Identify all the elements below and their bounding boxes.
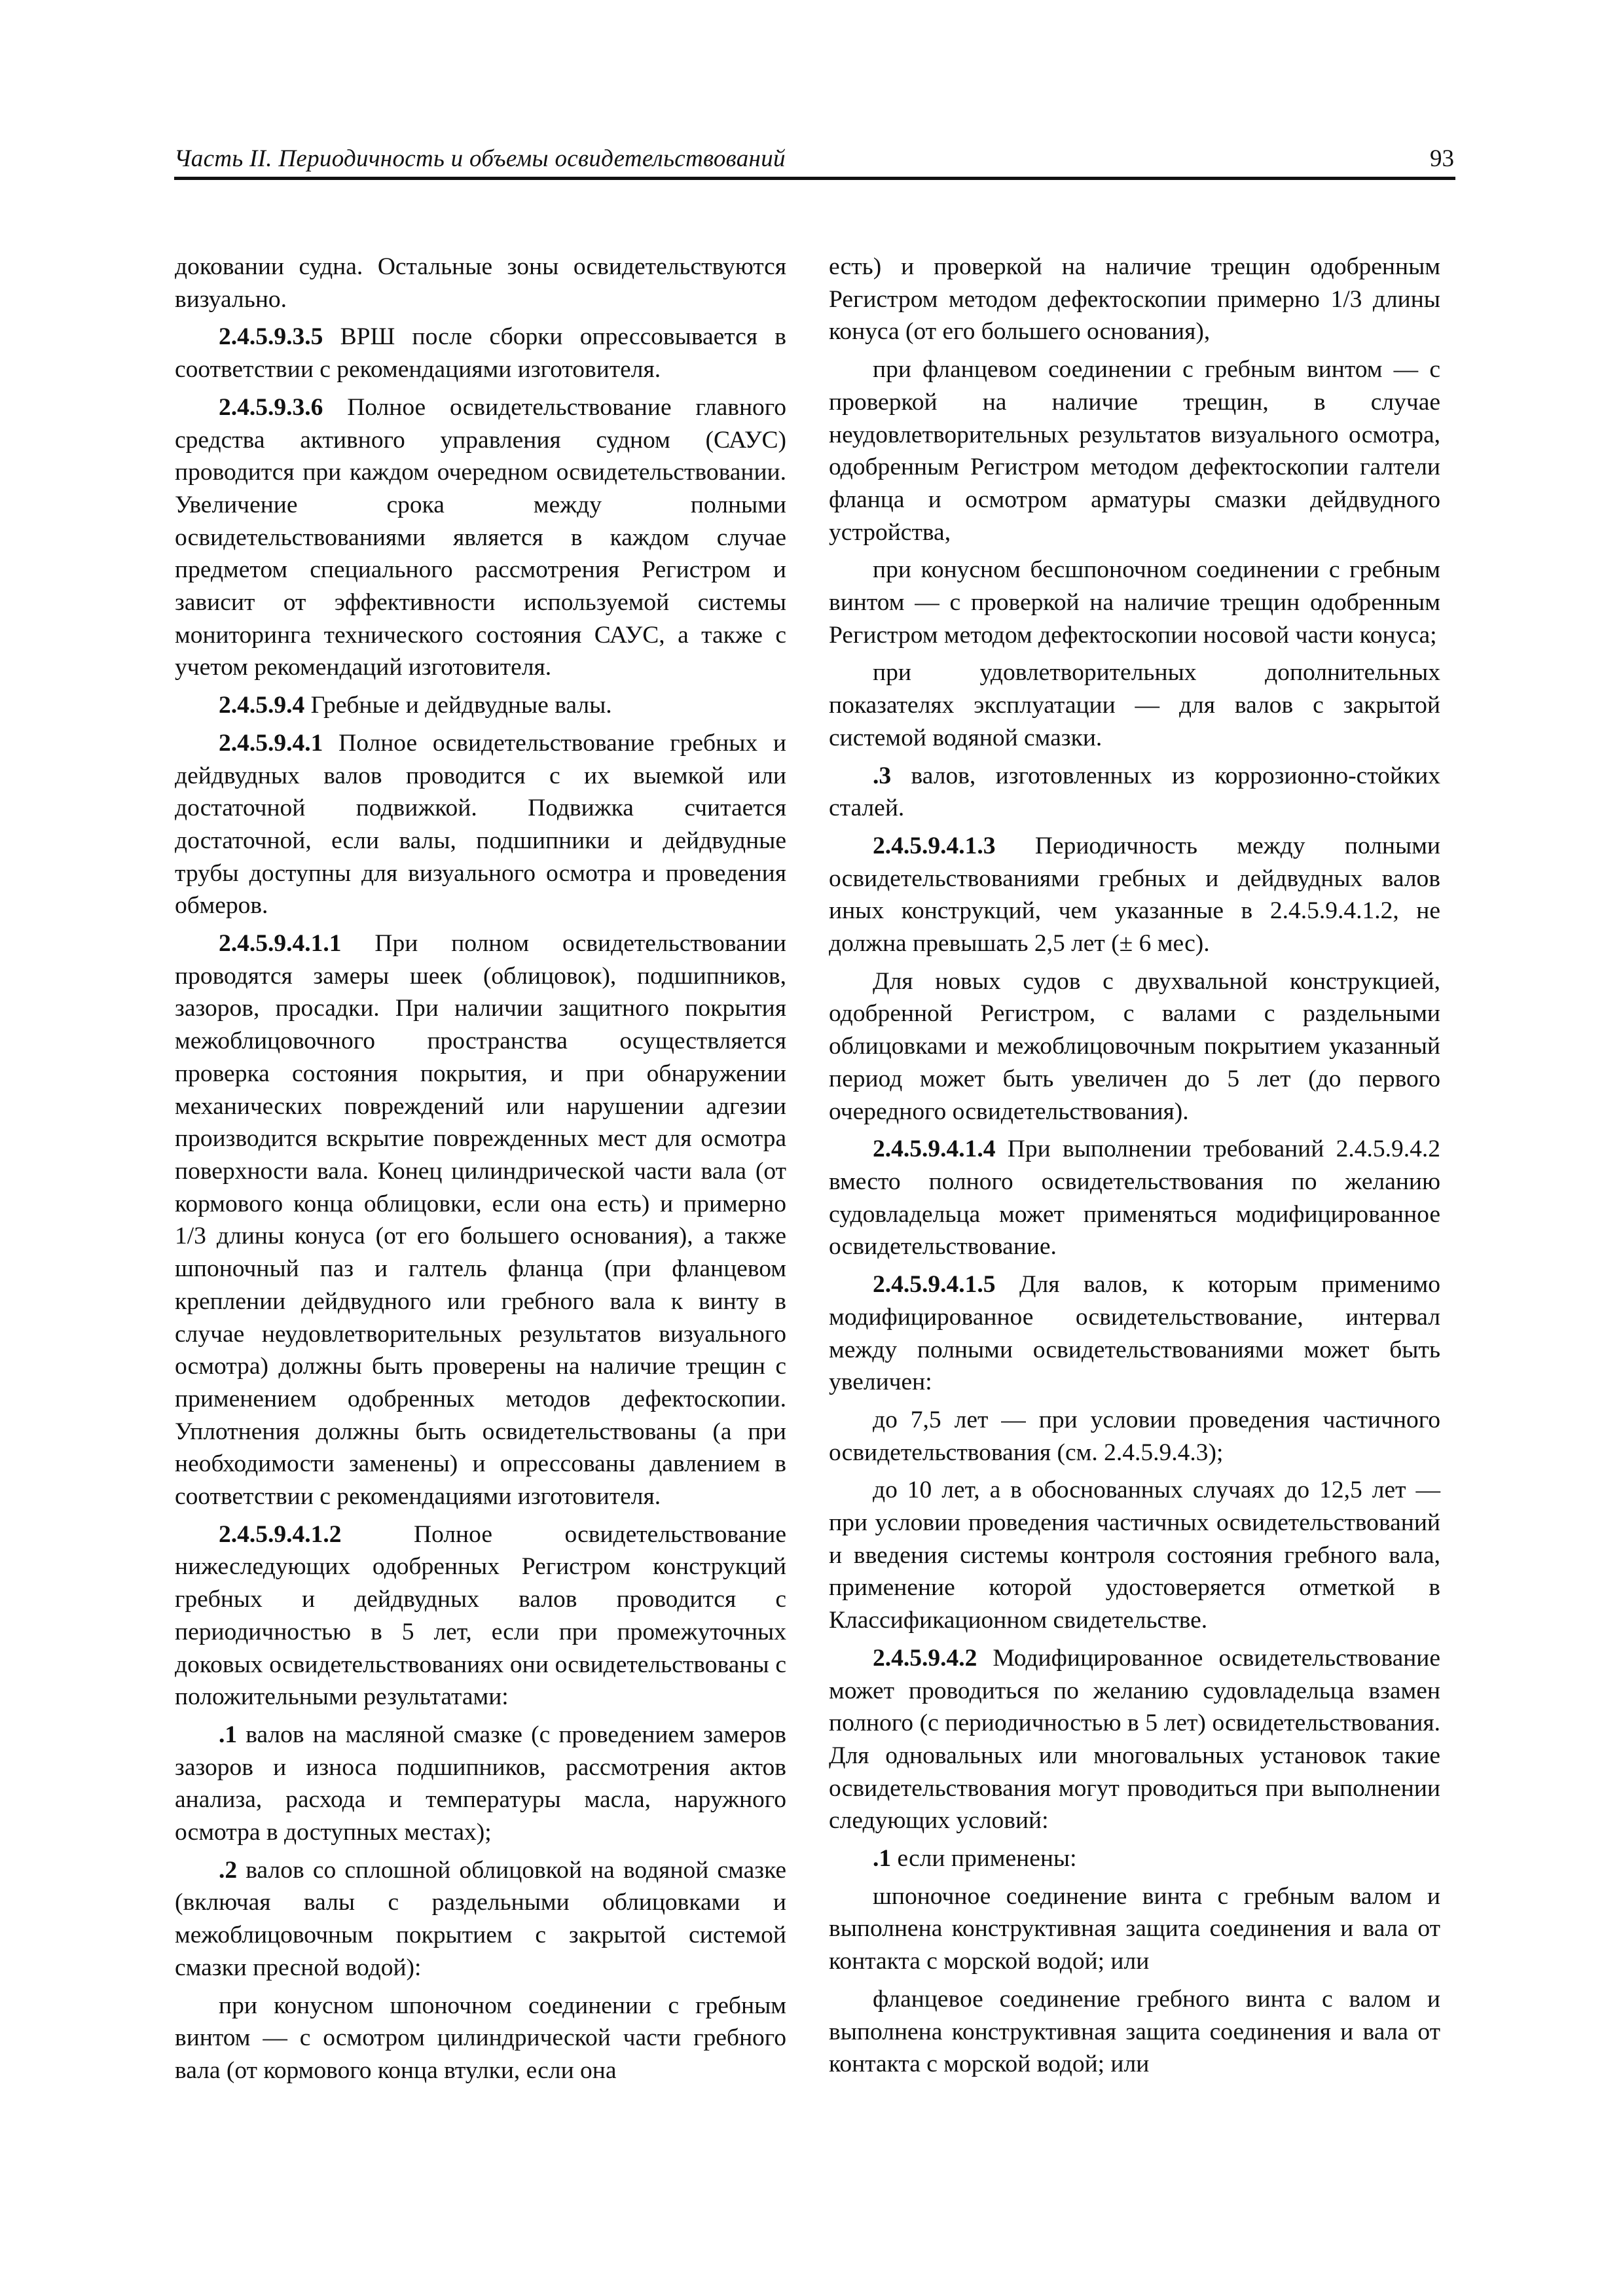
paragraph-text: При полном освидетельствовании проводятся замеры шеек (облицовок), подшипников, зазоров, просадки. При наличии защитного покрытия межоблицовочного пространства осуществляется проверка состояния покрытия, и при обнаружении механических повреждений или нарушении адгезии производится вскрытие поврежденных мест для осмотра поверхности вала. Конец цилиндрической части вала (от кормового конца облицовки, если она есть) и примерно 1/3 длины конуса (от его большего основания), а также шпоночный паз и галтель фланца (при фланцевом креплении дейдвудного или гребного вала к винту в случае неудовлетворительных результатов визуального осмотра) должны быть проверены на наличие трещин с применением одобренных методов дефектоскопии. Уплотнения должны быть освидетельствованы (а при необходимости заменены) и опрессованы давлением в соответствии с рекомендациями изготовителя. <box>175 930 786 1511</box>
paragraph <box>829 656 1440 754</box>
paragraph-text: при конусном бесшпоночном соединении с гребным винтом — с проверкой на наличие трещин одобренным Регистром методом дефектоскопии носовой части конуса; <box>829 556 1440 649</box>
clause-number: 2.4.5.9.4.2 <box>873 1644 977 1672</box>
paragraph <box>829 251 1440 348</box>
paragraph-text: Гребные и дейдвудные валы. <box>304 692 612 719</box>
clause-number: .2 <box>219 1856 238 1884</box>
paragraph-text: при фланцевом соединении с гребным винтом — с проверкой на наличие трещин, в случае неудовлетворительных результатов визуального осмотра, одобренным Регистром методом дефектоскопии галтели фланца и осмотром арматуры смазки дейдвудного устройства, <box>829 356 1440 546</box>
paragraph <box>175 391 786 684</box>
paragraph-text: валов, изготовленных из коррозионно-стойких сталей. <box>829 762 1440 822</box>
paragraph-text: до 7,5 лет — при условии проведения частичного освидетельствования (см. 2.4.5.9.4.3); <box>829 1406 1440 1466</box>
clause-number: 2.4.5.9.4.1.2 <box>219 1520 342 1548</box>
paragraph-text: при удовлетворительных дополнительных показателях эксплуатации — для валов с закрытой системой водяной смазки. <box>829 659 1440 751</box>
right-column <box>829 251 1440 2081</box>
paragraph <box>175 727 786 922</box>
paragraph-text: доковании судна. Остальные зоны освидетельствуются визуально. <box>175 253 786 313</box>
clause-number: 2.4.5.9.4 <box>219 692 305 719</box>
paragraph <box>829 1842 1440 1875</box>
paragraph-text: фланцевое соединение гребного винта с валом и выполнена конструктивная защита соединения и вала от контакта с морской водой; или <box>829 1985 1440 2078</box>
paragraph <box>829 1404 1440 1469</box>
paragraph-text: Полное освидетельствование главного средства активного управления судном (САУС) проводится при каждом очередном освидетельствовании. Увеличение срока между полными освидетельствованиями является в каждом случае предметом специального рассмотрения Регистром и зависит от эффективности используемой системы мониторинга технического состояния САУС, а также с учетом рекомендаций изготовителя. <box>175 393 786 681</box>
paragraph-text: есть) и проверкой на наличие трещин одобренным Регистром методом дефектоскопии примерно 1/3 длины конуса (от его большего основания), <box>829 253 1440 346</box>
paragraph-text: если применены: <box>891 1845 1077 1873</box>
paragraph-text: Модифицированное освидетельствование может проводиться по желанию судовладельца взамен полного (с периодичностью в 5 лет) освидетельствования. Для одновальных или многовальных установок такие освидетельствования могут проводиться при выполнении следующих условий: <box>829 1644 1440 1835</box>
paragraph <box>175 689 786 722</box>
paragraph <box>829 554 1440 651</box>
paragraph-text: валов на масляной смазке (с проведением замеров зазоров и износа подшипников, рассмотрения актов анализа, расхода и температуры масла, наружного осмотра в доступных местах); <box>175 1721 786 1846</box>
paragraph <box>829 1880 1440 1978</box>
paragraph <box>829 353 1440 548</box>
clause-number: 2.4.5.9.3.6 <box>219 393 323 421</box>
paragraph <box>829 760 1440 825</box>
clause-number: .1 <box>873 1845 892 1873</box>
clause-number: 2.4.5.9.4.1.5 <box>873 1271 996 1299</box>
clause-number: .1 <box>219 1721 238 1748</box>
running-header <box>174 144 1455 180</box>
paragraph-text: шпоночное соединение винта с гребным валом и выполнена конструктивная защита соединения и вала от контакта с морской водой; или <box>829 1882 1440 1975</box>
left-column <box>175 251 786 2087</box>
paragraph <box>175 1719 786 1849</box>
running-header-title: Часть II. Периодичность и объемы освидетельствований <box>174 145 786 172</box>
paragraph <box>829 1133 1440 1263</box>
paragraph <box>175 251 786 315</box>
paragraph <box>829 1268 1440 1399</box>
clause-number: 2.4.5.9.4.1 <box>219 729 323 757</box>
paragraph-text: валов со сплошной облицовкой на водяной смазке (включая валы с раздельными облицовками и межоблицовочным покрытием с закрытой системой смазки пресной водой): <box>175 1856 786 1981</box>
paragraph <box>175 1854 786 1984</box>
paragraph <box>829 965 1440 1128</box>
paragraph <box>175 1518 786 1713</box>
clause-number: 2.4.5.9.3.5 <box>219 323 323 351</box>
paragraph-text: до 10 лет, а в обоснованных случаях до 12,5 лет — при условии проведения частичных освидетельствований и введения системы контроля состояния гребного вала, применение которой удостоверяется отметкой в Классификационном свидетельстве. <box>829 1477 1440 1634</box>
paragraph <box>829 830 1440 960</box>
clause-number: .3 <box>873 762 892 789</box>
paragraph <box>829 1983 1440 2081</box>
paragraph-text: Периодичность между полными освидетельствованиями гребных и дейдвудных валов иных конструкций, чем указанные в 2.4.5.9.4.1.2, не должна превышать 2,5 лет (± 6 мес). <box>829 832 1440 958</box>
paragraph-text: Для новых судов с двухвальной конструкцией, одобренной Регистром, с валами с раздельными облицовками и межоблицовочным покрытием указанный период может быть увеличен до 5 лет (до первого очередного освидетельствования). <box>829 967 1440 1125</box>
paragraph-text: при конусном шпоночном соединении с гребным винтом — с осмотром цилиндрической части гребного вала (от кормового конца втулки, если она <box>175 1992 786 2084</box>
paragraph <box>175 1990 786 2087</box>
clause-number: 2.4.5.9.4.1.3 <box>873 832 996 859</box>
paragraph-text: Полное освидетельствование гребных и дейдвудных валов проводится с их выемкой или достаточной подвижкой. Подвижка считается достаточной, если валы, подшипники и дейдвудные трубы доступны для визуального осмотра и проведения обмеров. <box>175 729 786 920</box>
clause-number: 2.4.5.9.4.1.4 <box>873 1136 996 1163</box>
paragraph <box>175 321 786 386</box>
paragraph-text: При выполнении требований 2.4.5.9.4.2 вместо полного освидетельствования по желанию судовладельца может применяться модифицированное освидетельствование. <box>829 1136 1440 1261</box>
paragraph <box>829 1474 1440 1637</box>
paragraph-text: ВРШ после сборки опрессовывается в соответствии с рекомендациями изготовителя. <box>175 323 786 384</box>
clause-number: 2.4.5.9.4.1.1 <box>219 930 342 958</box>
paragraph <box>175 927 786 1513</box>
paragraph <box>829 1642 1440 1837</box>
page-number: 93 <box>1430 145 1454 172</box>
paragraph-text: Полное освидетельствование нижеследующих одобренных Регистром конструкций гребных и дейдвудных валов проводится с периодичностью в 5 лет, если при промежуточных доковых освидетельствованиях они освидетельствованы с положительными результатами: <box>175 1520 786 1711</box>
paragraph-text: Для валов, к которым применимо модифицированное освидетельствование, интервал между полными освидетельствованиями может быть увеличен: <box>829 1271 1440 1396</box>
